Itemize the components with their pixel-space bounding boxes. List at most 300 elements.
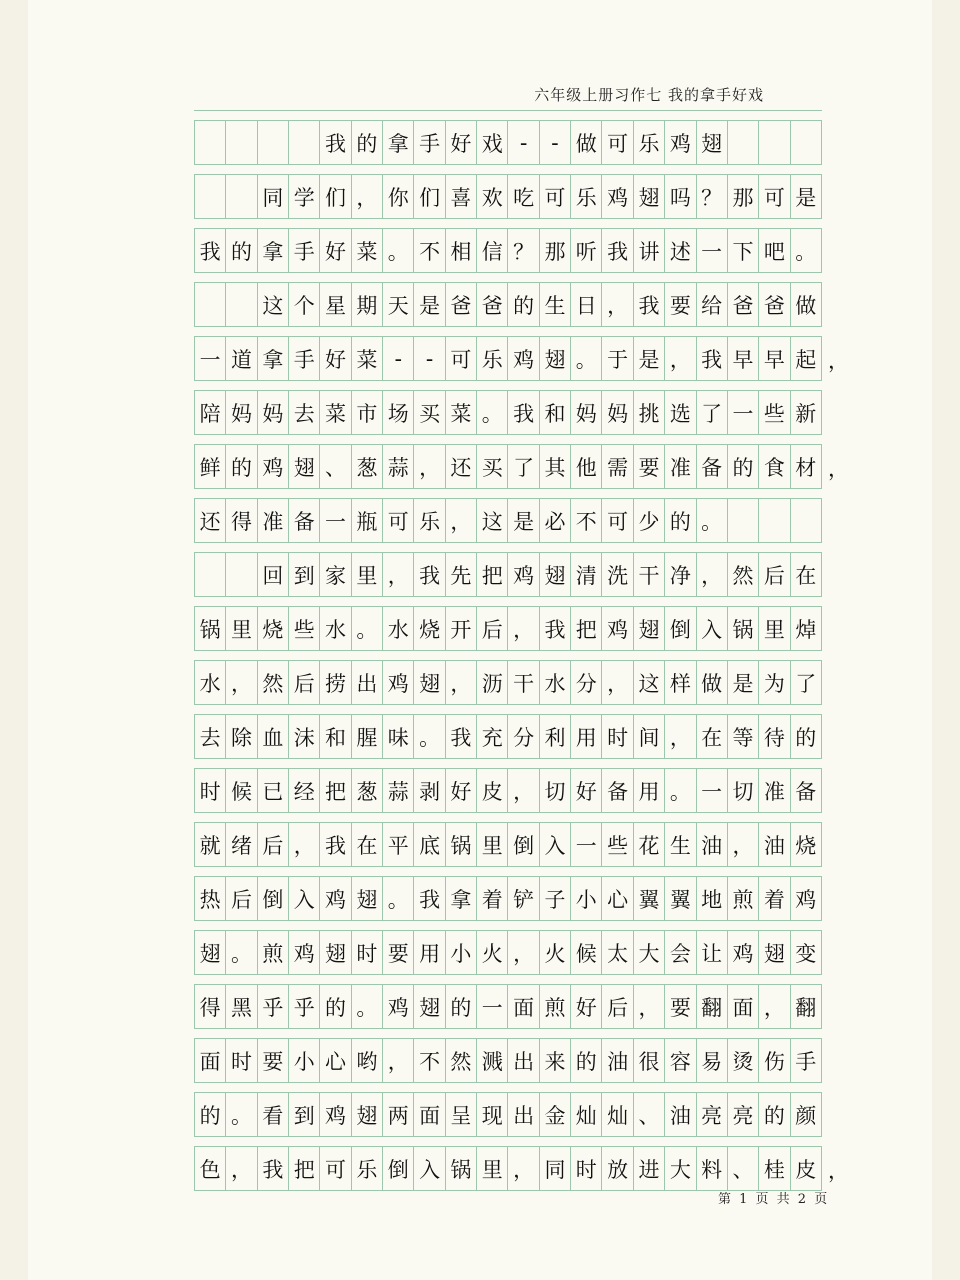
grid-cell: 一	[477, 985, 508, 1028]
grid-cell: 戏	[477, 121, 508, 164]
grid-cell: 我	[446, 715, 477, 758]
grid-cell: 陪	[195, 391, 226, 434]
grid-cell: 了	[508, 445, 539, 488]
grid-cell: 进	[634, 1147, 665, 1190]
overflow-punctuation: ，	[828, 349, 849, 373]
grid-cell: 的	[195, 1093, 226, 1136]
grid-cell: 亮	[728, 1093, 759, 1136]
grid-cell: -	[383, 337, 414, 380]
grid-cell: 听	[571, 229, 602, 272]
grid-cell: 和	[540, 391, 571, 434]
cell-strip	[194, 391, 822, 434]
grid-cell: 欢	[477, 175, 508, 218]
grid-cell: 翅	[540, 553, 571, 596]
grid-cell: 你	[383, 175, 414, 218]
grid-cell: 是	[508, 499, 539, 542]
grid-cell: 鸡	[289, 931, 320, 974]
row-spacer	[194, 219, 822, 229]
grid-cell: 手	[414, 121, 445, 164]
grid-cell: 充	[477, 715, 508, 758]
grid-cell: 然	[258, 661, 289, 704]
grid-cell: 妈	[571, 391, 602, 434]
grid-cell: 拿	[446, 877, 477, 920]
grid-cell: 入	[697, 607, 728, 650]
grid-cell: 那	[728, 175, 759, 218]
grid-cell: 清	[571, 553, 602, 596]
grid-cell: 乐	[352, 1147, 383, 1190]
grid-cell: 天	[383, 283, 414, 326]
grid-cell: 鸡	[602, 175, 633, 218]
grid-cell: 于	[602, 337, 633, 380]
grid-cell: 是	[728, 661, 759, 704]
grid-row	[194, 326, 849, 380]
grid-cell: 我	[697, 337, 728, 380]
grid-cell: ，	[508, 607, 539, 650]
grid-cell: 了	[791, 661, 822, 704]
grid-cell: 星	[320, 283, 351, 326]
grid-cell: 样	[665, 661, 696, 704]
grid-cell: 乐	[414, 499, 445, 542]
grid-cell: 一	[320, 499, 351, 542]
grid-cell: 食	[759, 445, 790, 488]
grid-cell: ，	[508, 931, 539, 974]
grid-cell: 葱	[352, 445, 383, 488]
grid-cell: 。	[383, 877, 414, 920]
row-spacer	[194, 1083, 822, 1093]
grid-cell: ？	[697, 175, 728, 218]
grid-cell: 用	[414, 931, 445, 974]
grid-cell: ，	[759, 985, 790, 1028]
grid-cell: 备	[602, 769, 633, 812]
grid-cell: 会	[665, 931, 696, 974]
grid-cell: 要	[383, 931, 414, 974]
grid-cell: 个	[289, 283, 320, 326]
grid-cell: ，	[508, 769, 539, 812]
grid-cell: 把	[320, 769, 351, 812]
grid-cell: 煎	[540, 985, 571, 1028]
grid-cell: 翅	[540, 337, 571, 380]
overflow-punctuation: ，	[828, 1159, 849, 1183]
grid-row	[194, 110, 822, 164]
grid-cell: 准	[759, 769, 790, 812]
grid-cell: 好	[571, 985, 602, 1028]
grid-cell: 经	[289, 769, 320, 812]
grid-cell: ，	[414, 445, 445, 488]
grid-cell: 爸	[759, 283, 790, 326]
grid-cell: 让	[697, 931, 728, 974]
grid-cell: 火	[477, 931, 508, 974]
grid-cell: ，	[697, 553, 728, 596]
grid-cell: 料	[697, 1147, 728, 1190]
grid-cell: 早	[759, 337, 790, 380]
grid-cell: 喜	[446, 175, 477, 218]
grid-cell: 一	[728, 391, 759, 434]
grid-cell: 干	[634, 553, 665, 596]
grid-row	[194, 488, 822, 542]
grid-cell: 手	[791, 1039, 822, 1082]
grid-cell: 。	[414, 715, 445, 758]
grid-cell: 。	[226, 931, 257, 974]
grid-cell: 乐	[634, 121, 665, 164]
grid-row	[194, 1028, 822, 1082]
grid-cell: 要	[634, 445, 665, 488]
grid-cell: 倒	[508, 823, 539, 866]
grid-cell: 洗	[602, 553, 633, 596]
grid-cell: 翅	[414, 661, 445, 704]
grid-cell: 分	[571, 661, 602, 704]
grid-cell: 在	[352, 823, 383, 866]
grid-cell: 时	[352, 931, 383, 974]
cell-strip	[194, 661, 822, 704]
grid-cell: 腥	[352, 715, 383, 758]
grid-cell: 亮	[697, 1093, 728, 1136]
grid-cell: 小	[571, 877, 602, 920]
page-footer: 第 1 页 共 2 页	[718, 1192, 830, 1207]
grid-cell: 灿	[571, 1093, 602, 1136]
grid-cell: 鸡	[383, 985, 414, 1028]
grid-cell: 备	[697, 445, 728, 488]
cell-strip	[194, 1093, 822, 1136]
grid-cell: ，	[226, 1147, 257, 1190]
grid-cell: 做	[791, 283, 822, 326]
grid-cell: 水	[320, 607, 351, 650]
row-spacer	[194, 543, 822, 553]
grid-cell: 烫	[728, 1039, 759, 1082]
grid-cell: 候	[226, 769, 257, 812]
grid-cell: 等	[728, 715, 759, 758]
grid-cell: 那	[540, 229, 571, 272]
grid-cell: 待	[759, 715, 790, 758]
grid-cell: ？	[508, 229, 539, 272]
grid-cell: 就	[195, 823, 226, 866]
grid-cell: 里	[759, 607, 790, 650]
grid-cell: 可	[602, 499, 633, 542]
grid-cell: 吧	[759, 229, 790, 272]
grid-cell: 好	[571, 769, 602, 812]
cell-strip	[194, 931, 822, 974]
grid-cell: 心	[320, 1039, 351, 1082]
grid-cell: 大	[665, 1147, 696, 1190]
grid-cell: 干	[508, 661, 539, 704]
grid-cell: 面	[508, 985, 539, 1028]
grid-cell: 的	[665, 499, 696, 542]
grid-cell: 拿	[258, 229, 289, 272]
grid-cell: 翅	[352, 1093, 383, 1136]
grid-cell: 翅	[289, 445, 320, 488]
cell-strip	[194, 877, 822, 920]
grid-cell: 铲	[508, 877, 539, 920]
grid-cell: 捞	[320, 661, 351, 704]
grid-cell: 看	[258, 1093, 289, 1136]
grid-cell	[195, 553, 226, 596]
grid-cell: 鸡	[508, 553, 539, 596]
grid-cell: 翻	[791, 985, 822, 1028]
grid-cell: 烧	[258, 607, 289, 650]
grid-cell: ，	[446, 499, 477, 542]
grid-cell: 爸	[446, 283, 477, 326]
grid-cell: 翅	[195, 931, 226, 974]
grid-cell: 着	[759, 877, 790, 920]
grid-cell: 易	[697, 1039, 728, 1082]
grid-cell: ，	[446, 661, 477, 704]
paper-page	[28, 0, 932, 1280]
grid-cell: 鸡	[602, 607, 633, 650]
grid-row	[194, 1082, 822, 1136]
grid-cell: 候	[571, 931, 602, 974]
grid-cell: 油	[665, 1093, 696, 1136]
grid-cell: 翅	[414, 985, 445, 1028]
grid-cell: 油	[602, 1039, 633, 1082]
grid-cell: 可	[383, 499, 414, 542]
grid-cell: 乎	[258, 985, 289, 1028]
grid-cell: 锅	[446, 823, 477, 866]
grid-cell: ，	[383, 1039, 414, 1082]
grid-cell: 还	[195, 499, 226, 542]
grid-cell: 去	[289, 391, 320, 434]
grid-cell: 菜	[446, 391, 477, 434]
grid-cell: 。	[697, 499, 728, 542]
grid-cell: 这	[258, 283, 289, 326]
grid-cell	[728, 499, 759, 542]
grid-cell	[195, 283, 226, 326]
grid-cell: 入	[289, 877, 320, 920]
grid-cell: 我	[414, 553, 445, 596]
grid-cell: ，	[602, 661, 633, 704]
grid-cell: 还	[446, 445, 477, 488]
grid-cell: 到	[289, 1093, 320, 1136]
grid-cell: 新	[791, 391, 822, 434]
grid-cell: 鸡	[383, 661, 414, 704]
grid-cell: 很	[634, 1039, 665, 1082]
grid-cell: 妈	[226, 391, 257, 434]
grid-cell: 同	[258, 175, 289, 218]
grid-cell: ，	[728, 823, 759, 866]
grid-cell: 倒	[665, 607, 696, 650]
grid-cell: 太	[602, 931, 633, 974]
grid-cell: 时	[602, 715, 633, 758]
grid-cell: 把	[477, 553, 508, 596]
grid-cell: 的	[759, 1093, 790, 1136]
grid-cell: 。	[791, 229, 822, 272]
cell-strip	[194, 769, 822, 812]
grid-cell: 他	[571, 445, 602, 488]
grid-row	[194, 542, 822, 596]
grid-cell: 翼	[634, 877, 665, 920]
grid-cell: 我	[258, 1147, 289, 1190]
grid-row	[194, 758, 822, 812]
grid-cell: 水	[540, 661, 571, 704]
grid-cell: 两	[383, 1093, 414, 1136]
grid-cell: 瓶	[352, 499, 383, 542]
grid-cell: 金	[540, 1093, 571, 1136]
grid-cell: 出	[508, 1093, 539, 1136]
grid-cell: 不	[414, 229, 445, 272]
grid-cell: 鸡	[791, 877, 822, 920]
grid-cell: 场	[383, 391, 414, 434]
grid-cell: 些	[602, 823, 633, 866]
grid-cell: 油	[759, 823, 790, 866]
row-spacer	[194, 705, 822, 715]
grid-cell: 、	[320, 445, 351, 488]
grid-cell: 要	[258, 1039, 289, 1082]
grid-cell: 净	[665, 553, 696, 596]
grid-cell: 色	[195, 1147, 226, 1190]
grid-cell: 皮	[477, 769, 508, 812]
grid-cell: 做	[571, 121, 602, 164]
cell-strip	[194, 337, 822, 380]
grid-cell: 手	[289, 337, 320, 380]
row-spacer	[194, 273, 822, 283]
grid-cell: 倒	[258, 877, 289, 920]
grid-cell: 哟	[352, 1039, 383, 1082]
grid-cell: 蒜	[383, 445, 414, 488]
row-spacer	[194, 813, 822, 823]
grid-cell: 挑	[634, 391, 665, 434]
grid-cell: 拿	[258, 337, 289, 380]
grid-cell: 相	[446, 229, 477, 272]
grid-cell	[195, 175, 226, 218]
row-spacer	[194, 597, 822, 607]
row-spacer	[194, 111, 822, 121]
grid-cell: 入	[414, 1147, 445, 1190]
grid-cell: 桂	[759, 1147, 790, 1190]
grid-cell: 皮	[791, 1147, 822, 1190]
grid-cell: 可	[759, 175, 790, 218]
grid-cell: 入	[540, 823, 571, 866]
row-spacer	[194, 327, 822, 337]
row-spacer	[194, 1137, 822, 1147]
grid-cell	[258, 121, 289, 164]
row-spacer	[194, 759, 822, 769]
grid-cell: 大	[634, 931, 665, 974]
grid-cell: 一	[697, 229, 728, 272]
grid-cell: 可	[602, 121, 633, 164]
grid-cell: 为	[759, 661, 790, 704]
grid-cell: 时	[571, 1147, 602, 1190]
cell-strip	[194, 283, 822, 326]
grid-row	[194, 1136, 849, 1191]
grid-cell: 里	[352, 553, 383, 596]
grid-cell: 鸡	[508, 337, 539, 380]
grid-cell: 出	[352, 661, 383, 704]
grid-cell: 。	[226, 1093, 257, 1136]
grid-cell	[791, 121, 822, 164]
grid-cell: 们	[320, 175, 351, 218]
grid-cell: 做	[697, 661, 728, 704]
grid-cell: ，	[665, 715, 696, 758]
grid-cell: ，	[352, 175, 383, 218]
grid-cell: 们	[414, 175, 445, 218]
grid-cell: 是	[414, 283, 445, 326]
grid-cell: ，	[634, 985, 665, 1028]
grid-cell	[226, 553, 257, 596]
grid-cell: 的	[728, 445, 759, 488]
row-spacer	[194, 381, 822, 391]
grid-cell: 妈	[602, 391, 633, 434]
grid-cell: 爸	[728, 283, 759, 326]
grid-cell: 火	[540, 931, 571, 974]
cell-strip	[194, 1039, 822, 1082]
grid-cell: 的	[226, 445, 257, 488]
grid-cell: 血	[258, 715, 289, 758]
grid-cell: 吗	[665, 175, 696, 218]
grid-cell: 准	[665, 445, 696, 488]
grid-row	[194, 434, 849, 488]
grid-row	[194, 866, 822, 920]
grid-cell: 道	[226, 337, 257, 380]
grid-cell: 时	[226, 1039, 257, 1082]
grid-cell: 吃	[508, 175, 539, 218]
grid-cell: 已	[258, 769, 289, 812]
grid-cell: ，	[665, 337, 696, 380]
grid-cell	[728, 121, 759, 164]
grid-cell: 里	[477, 1147, 508, 1190]
grid-cell: 的	[352, 121, 383, 164]
grid-cell: 需	[602, 445, 633, 488]
grid-cell: 去	[195, 715, 226, 758]
grid-cell: 鸡	[728, 931, 759, 974]
grid-cell: 好	[320, 337, 351, 380]
grid-cell: 这	[634, 661, 665, 704]
grid-cell: 翅	[634, 175, 665, 218]
grid-cell: 。	[352, 607, 383, 650]
grid-cell: ，	[226, 661, 257, 704]
grid-cell: 买	[414, 391, 445, 434]
grid-cell: 后	[226, 877, 257, 920]
grid-cell: 然	[446, 1039, 477, 1082]
cell-strip	[194, 715, 822, 758]
grid-cell: 材	[791, 445, 822, 488]
grid-cell: 一	[195, 337, 226, 380]
grid-cell: 灿	[602, 1093, 633, 1136]
grid-cell: 现	[477, 1093, 508, 1136]
grid-cell: 好	[446, 769, 477, 812]
grid-cell: 生	[665, 823, 696, 866]
grid-cell: 鸡	[320, 877, 351, 920]
grid-cell: 小	[446, 931, 477, 974]
grid-cell: 锅	[446, 1147, 477, 1190]
grid-cell: 选	[665, 391, 696, 434]
grid-cell: 后	[289, 661, 320, 704]
grid-cell: 间	[634, 715, 665, 758]
grid-cell: 乐	[477, 337, 508, 380]
grid-cell: 地	[697, 877, 728, 920]
grid-cell: 在	[697, 715, 728, 758]
grid-cell: 和	[320, 715, 351, 758]
grid-cell: 后	[477, 607, 508, 650]
grid-cell	[226, 283, 257, 326]
grid-cell: 后	[602, 985, 633, 1028]
grid-cell	[289, 121, 320, 164]
grid-cell: 翻	[697, 985, 728, 1028]
grid-cell: 味	[383, 715, 414, 758]
grid-cell: 翅	[634, 607, 665, 650]
grid-cell: 底	[414, 823, 445, 866]
grid-cell: 呈	[446, 1093, 477, 1136]
grid-cell: 些	[759, 391, 790, 434]
grid-cell: 爸	[477, 283, 508, 326]
grid-cell: 的	[320, 985, 351, 1028]
grid-cell: 倒	[383, 1147, 414, 1190]
grid-cell: 是	[791, 175, 822, 218]
grid-cell: 鸡	[320, 1093, 351, 1136]
grid-cell: 水	[383, 607, 414, 650]
grid-cell: 是	[634, 337, 665, 380]
grid-cell	[226, 175, 257, 218]
grid-cell: 用	[571, 715, 602, 758]
grid-cell: ，	[508, 1147, 539, 1190]
grid-cell: 备	[289, 499, 320, 542]
